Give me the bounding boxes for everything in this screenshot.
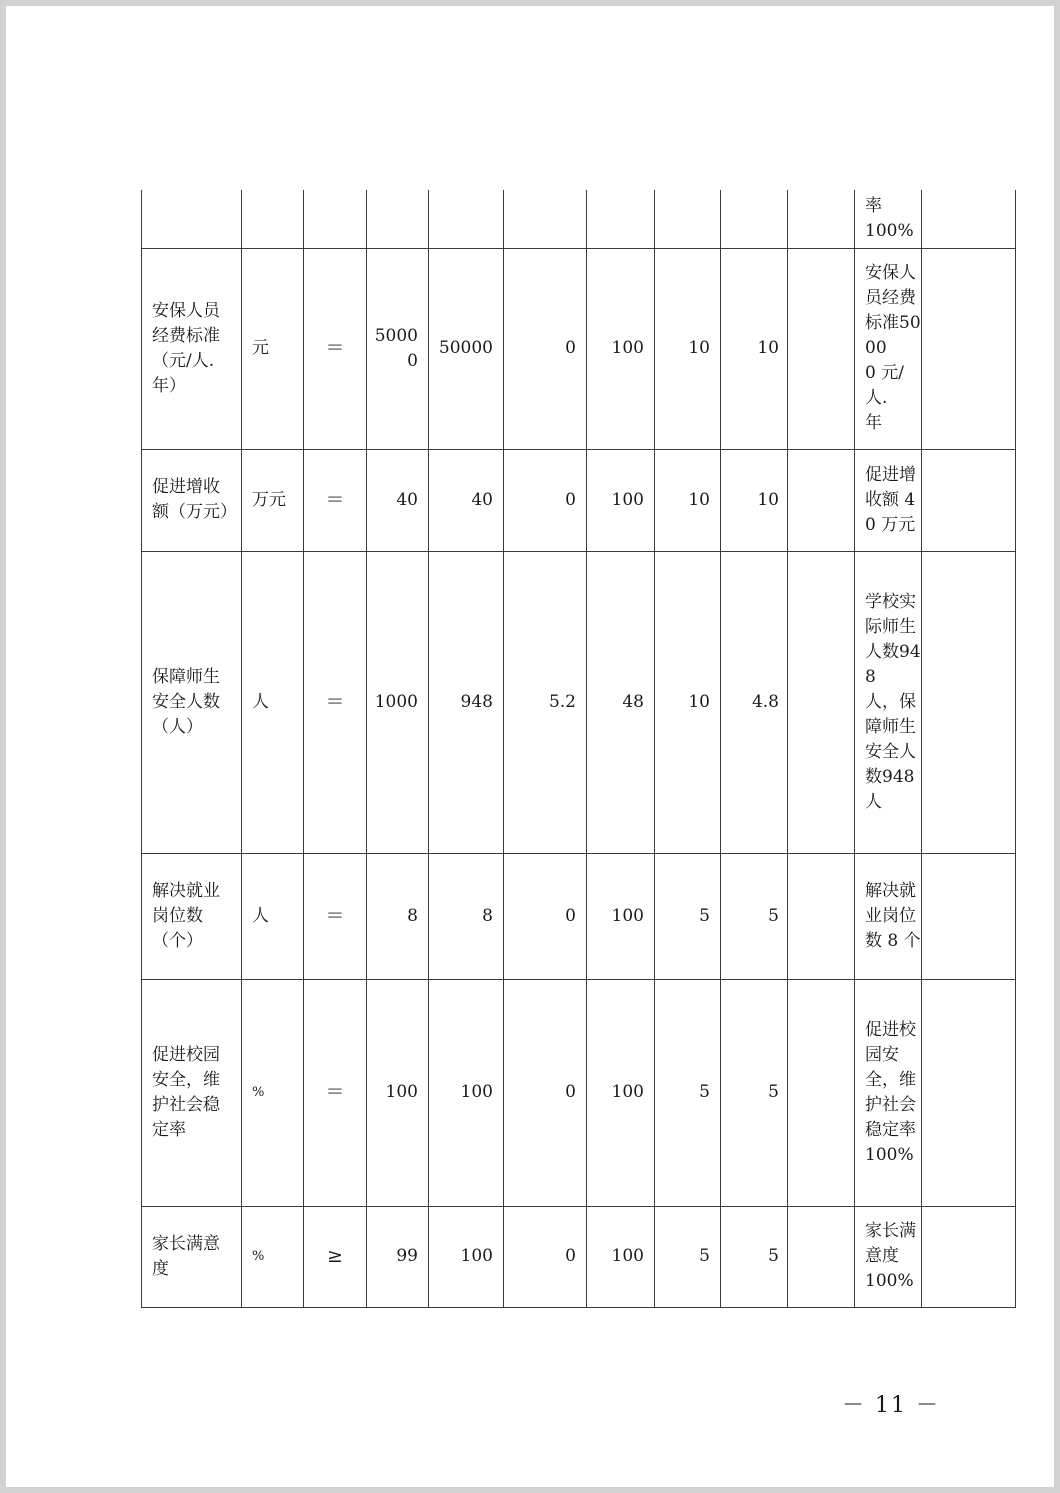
table-row [142,853,1016,979]
remark-cell [788,248,855,449]
note-cell [922,248,1016,449]
note-cell [922,190,1016,248]
operator-cell: ＝ [304,449,367,551]
unit-cell: 元 [242,248,304,449]
note-cell [922,551,1016,853]
remark-cell [788,979,855,1206]
deviation-cell: 5.2 [504,551,587,853]
operator-cell: ＝ [304,551,367,853]
completion-rate-cell: 100 [587,853,655,979]
description-cell: 率 100% [855,190,922,248]
actual-value-cell: 948 [429,551,504,853]
note-cell [922,449,1016,551]
remark-cell [788,1206,855,1307]
actual-value-cell: 50000 [429,248,504,449]
score-cell: 10 [721,449,788,551]
actual-value-cell: 100 [429,1206,504,1307]
deviation-cell: 0 [504,853,587,979]
table-row [142,551,1016,853]
weight-cell: 10 [655,248,721,449]
weight-cell: 5 [655,1206,721,1307]
score-cell: 5 [721,1206,788,1307]
actual-value-cell [429,190,504,248]
completion-rate-cell: 48 [587,551,655,853]
unit-cell [242,190,304,248]
weight-cell: 10 [655,449,721,551]
remark-cell [788,853,855,979]
table-row [142,248,1016,449]
remark-cell [788,190,855,248]
description-cell: 促进校园安全，维护社会稳定率 100% [855,979,922,1206]
indicator-name-cell: 安保人员经费标准（元/人.年） [142,248,242,449]
document-page [6,6,1054,1487]
description-cell: 安保人员经费标准5000 0 元/人. 年 [855,248,922,449]
target-value-cell: 100 [367,979,429,1206]
deviation-cell: 0 [504,979,587,1206]
remark-cell [788,449,855,551]
completion-rate-cell [587,190,655,248]
deviation-cell: 0 [504,248,587,449]
weight-cell: 5 [655,853,721,979]
description-cell: 促进增收额 40 万元 [855,449,922,551]
score-cell: 10 [721,248,788,449]
unit-cell: 人 [242,551,304,853]
deviation-cell: 0 [504,1206,587,1307]
score-cell: 5 [721,853,788,979]
actual-value-cell: 40 [429,449,504,551]
completion-rate-cell: 100 [587,248,655,449]
indicator-name-cell [142,190,242,248]
indicator-name-cell: 解决就业岗位数（个） [142,853,242,979]
completion-rate-cell: 100 [587,1206,655,1307]
indicator-name-cell: 保障师生安全人数（人） [142,551,242,853]
operator-cell: ＝ [304,248,367,449]
table-row [142,190,1016,248]
actual-value-cell: 100 [429,979,504,1206]
weight-cell: 5 [655,979,721,1206]
target-value-cell: 1000 [367,551,429,853]
indicator-name-cell: 促进增收额（万元） [142,449,242,551]
operator-cell [304,190,367,248]
description-cell: 解决就业岗位数 8 个 [855,853,922,979]
page-number: － 11 － [842,1393,940,1418]
unit-cell: 人 [242,853,304,979]
target-value-cell: 8 [367,853,429,979]
deviation-cell [504,190,587,248]
target-value-cell: 99 [367,1206,429,1307]
unit-cell: % [242,979,304,1206]
score-cell [721,190,788,248]
remark-cell [788,551,855,853]
operator-cell: ＝ [304,979,367,1206]
table-row [142,979,1016,1206]
unit-cell: % [242,1206,304,1307]
table-row [142,1206,1016,1307]
deviation-cell: 0 [504,449,587,551]
description-cell: 学校实际师生人数948 人，保障师生安全人数948 人 [855,551,922,853]
unit-cell: 万元 [242,449,304,551]
completion-rate-cell: 100 [587,449,655,551]
score-cell: 4.8 [721,551,788,853]
weight-cell [655,190,721,248]
target-value-cell: 40 [367,449,429,551]
indicator-name-cell: 家长满意度 [142,1206,242,1307]
target-value-cell [367,190,429,248]
score-cell: 5 [721,979,788,1206]
description-cell: 家长满意度 100% [855,1206,922,1307]
target-value-cell: 5000 0 [367,248,429,449]
weight-cell: 10 [655,551,721,853]
indicator-name-cell: 促进校园安全，维护社会稳定率 [142,979,242,1206]
operator-cell: ＝ [304,853,367,979]
note-cell [922,979,1016,1206]
note-cell [922,853,1016,979]
actual-value-cell: 8 [429,853,504,979]
completion-rate-cell: 100 [587,979,655,1206]
operator-cell: ≥ [304,1206,367,1307]
performance-table [141,190,1016,1308]
table-row [142,449,1016,551]
note-cell [922,1206,1016,1307]
